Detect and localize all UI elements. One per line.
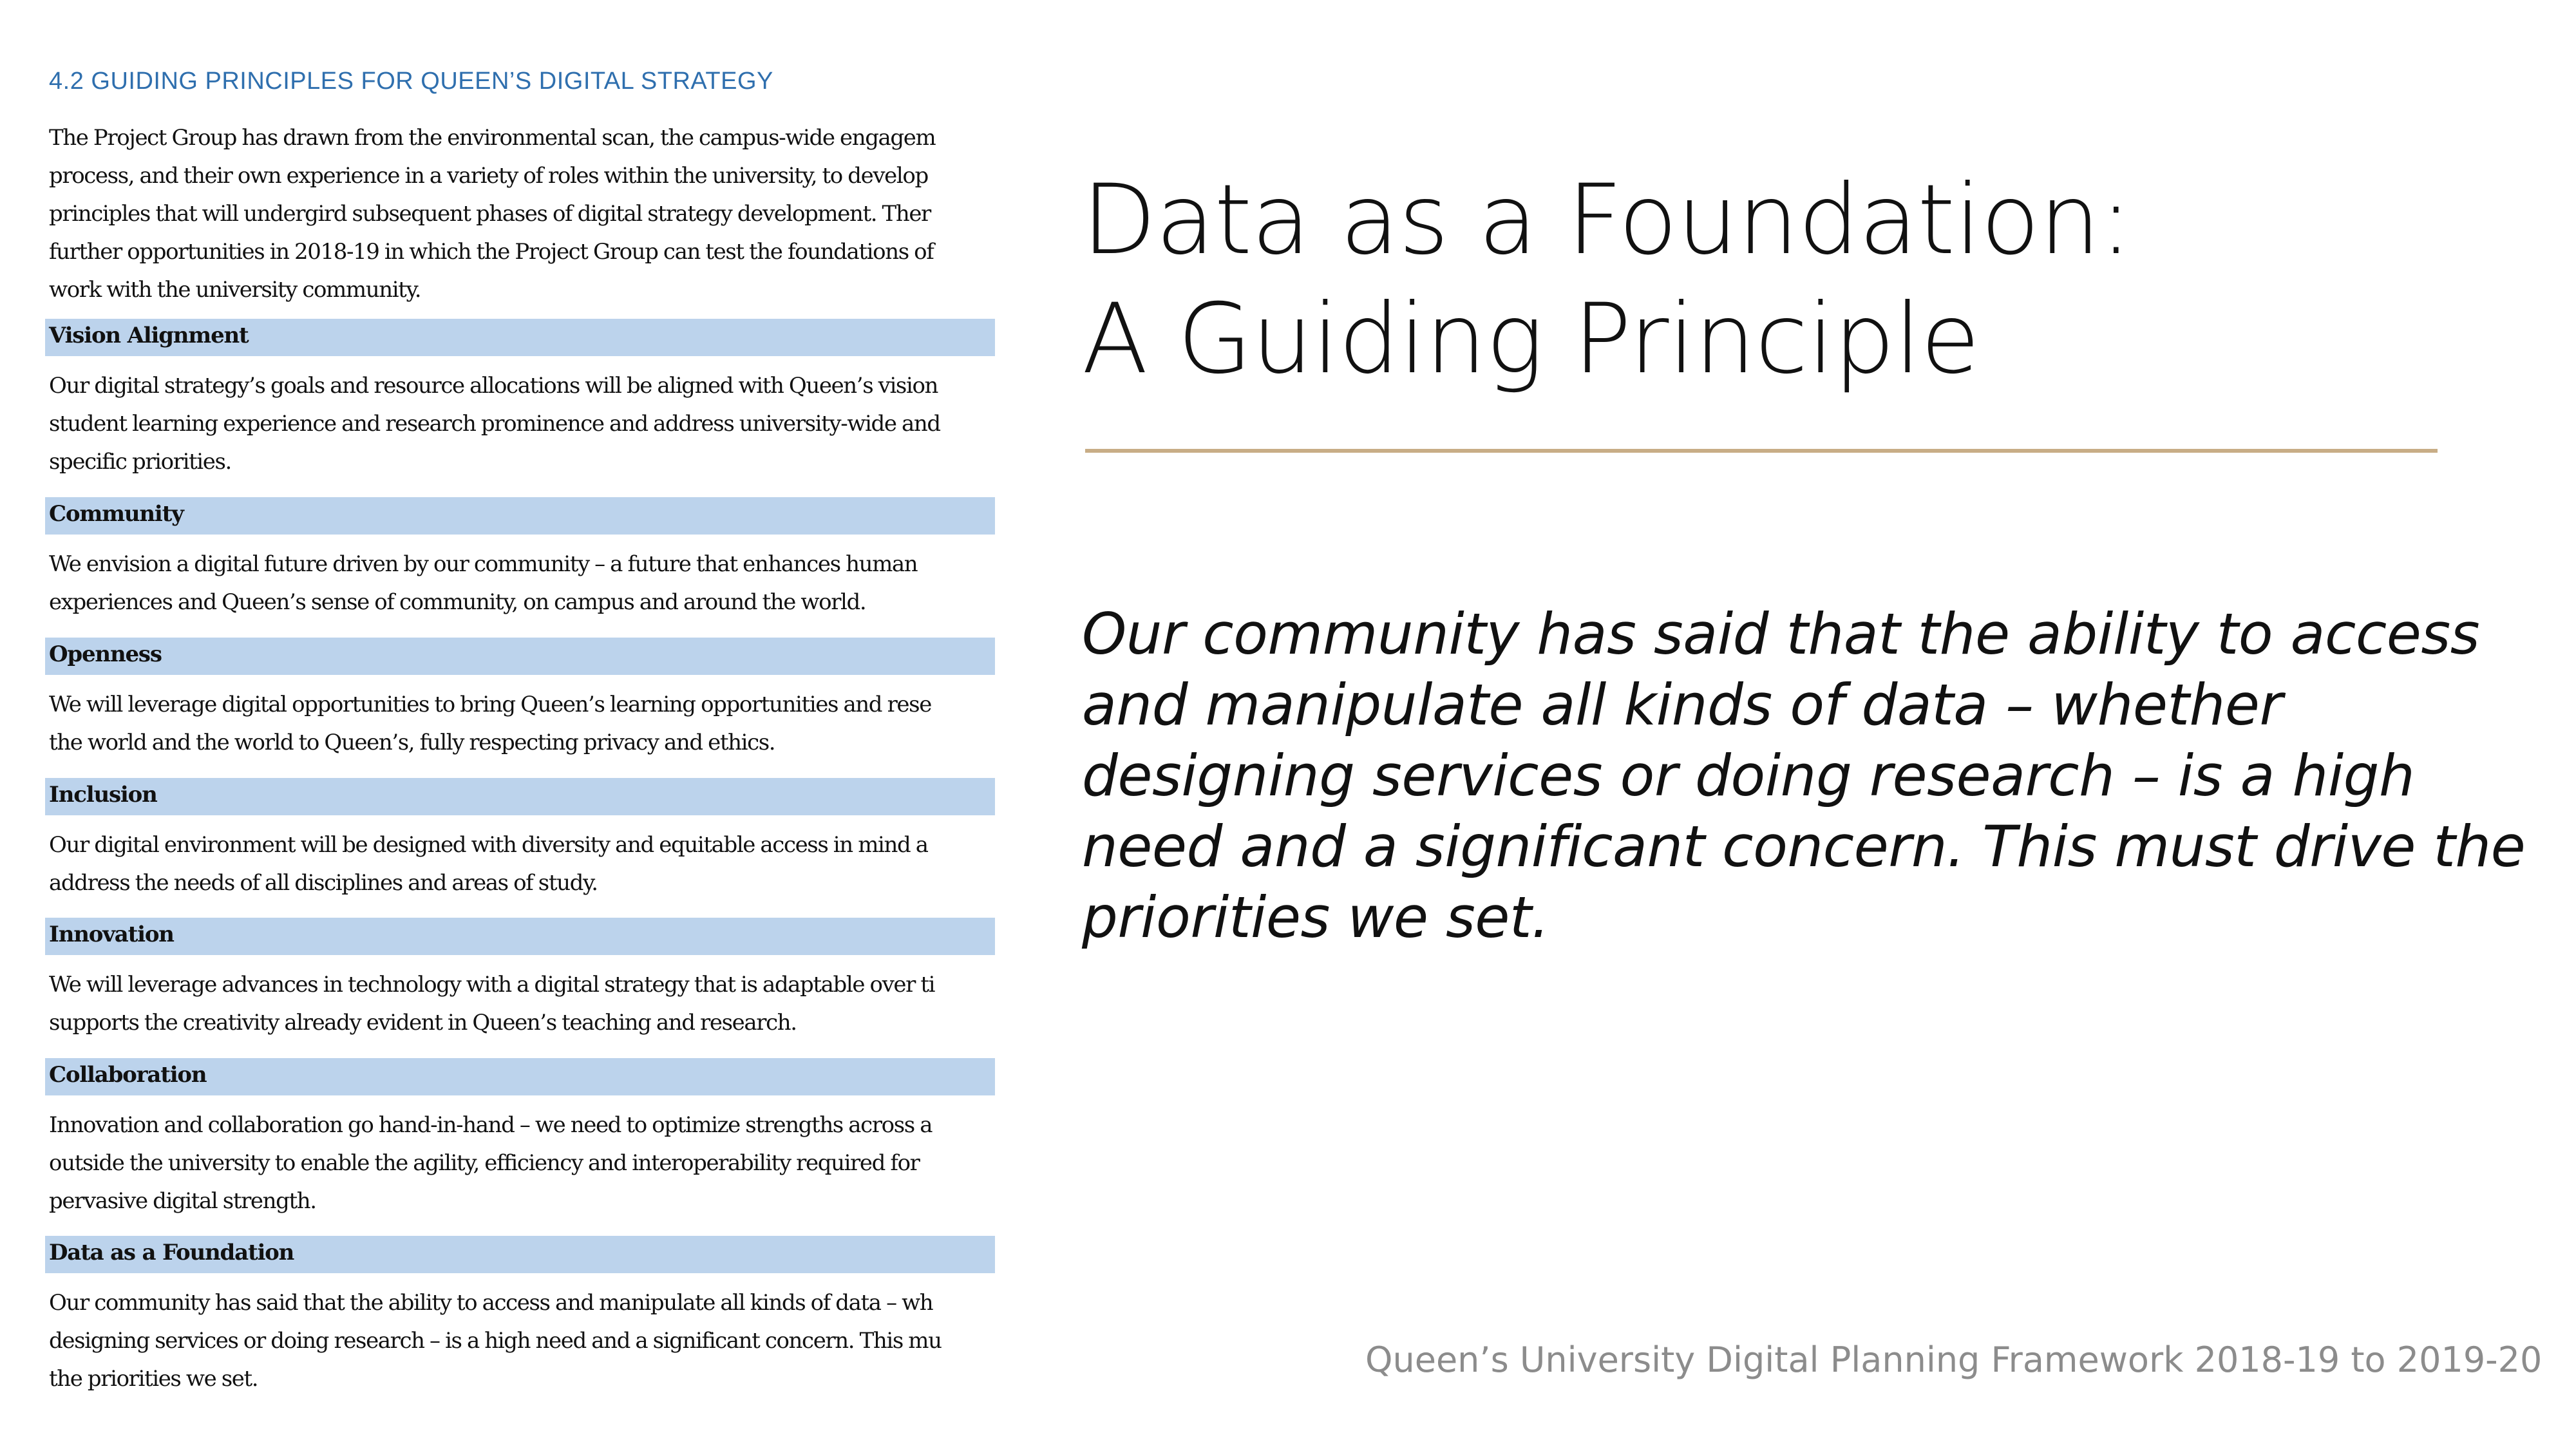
principle-heading-vision-alignment — [45, 319, 995, 356]
principle-line: experiences and Queen’s sense of community, on campus and around the world. — [49, 589, 866, 615]
principle-line: specific priorities. — [49, 449, 231, 475]
principle-heading-data-as-a-foundation — [45, 1236, 995, 1273]
slide-quote — [1082, 599, 2531, 953]
principle-line: Our community has said that the ability to access and manipulate all kinds of data – wh — [49, 1290, 933, 1316]
intro-line: work with the university community. — [49, 277, 421, 303]
quote-line: need and a significant concern. This must drive the — [1082, 813, 2526, 880]
principle-line: designing services or doing research – is a high need and a significant concern. This mu — [49, 1328, 942, 1354]
principle-line: supports the creativity already evident in Queen’s teaching and research. — [49, 1010, 797, 1036]
principle-heading-inclusion — [45, 778, 995, 815]
intro-paragraph — [49, 119, 995, 309]
intro-line: principles that will undergird subsequent phases of digital strategy development. Ther — [49, 201, 931, 227]
principle-line: We will leverage advances in technology with a digital strategy that is adaptable over ti — [49, 972, 935, 998]
document-excerpt — [45, 61, 995, 1414]
principle-heading-community — [45, 497, 995, 535]
principle-heading-label: Inclusion — [49, 782, 157, 808]
principle-text-vision-alignment — [49, 367, 995, 481]
principle-line: Our digital strategy’s goals and resource allocations will be aligned with Queen’s vision — [49, 373, 938, 399]
principle-heading-collaboration — [45, 1058, 995, 1095]
principle-line: student learning experience and research prominence and address university-wide and — [49, 411, 940, 437]
intro-line: The Project Group has drawn from the environmental scan, the campus-wide engagem — [49, 125, 936, 151]
slide-footer: Queen’s University Digital Planning Framework 2018-19 to 2019-20 — [1365, 1340, 2543, 1380]
section-title: 4.2 GUIDING PRINCIPLES FOR QUEEN’S DIGITAL STRATEGY — [49, 68, 773, 95]
principle-text-openness — [49, 686, 995, 762]
principle-line: We envision a digital future driven by our community – a future that enhances human — [49, 551, 918, 577]
principle-line: pervasive digital strength. — [49, 1188, 316, 1214]
principle-text-data-as-a-foundation — [49, 1284, 995, 1398]
principle-line: Innovation and collaboration go hand-in-hand – we need to optimize strengths across a — [49, 1112, 933, 1138]
principle-heading-label: Vision Alignment — [49, 323, 249, 348]
quote-line: priorities we set. — [1082, 884, 1549, 951]
principle-heading-label: Community — [49, 501, 184, 527]
title-divider — [1085, 449, 2438, 453]
principle-heading-label: Openness — [49, 641, 162, 667]
quote-line: and manipulate all kinds of data – whether — [1082, 672, 2283, 738]
quote-line: Our community has said that the ability to access — [1082, 601, 2480, 667]
quote-line: designing services or doing research – is a high — [1082, 743, 2415, 809]
slide-title — [1082, 161, 2531, 399]
principle-text-collaboration — [49, 1106, 995, 1220]
principle-line: address the needs of all disciplines and areas of study. — [49, 870, 598, 896]
principle-heading-innovation — [45, 918, 995, 955]
principle-heading-label: Collaboration — [49, 1062, 207, 1088]
principle-text-community — [49, 545, 995, 621]
principle-text-inclusion — [49, 826, 995, 902]
principle-heading-label: Data as a Foundation — [49, 1240, 294, 1265]
intro-line: further opportunities in 2018-19 in which the Project Group can test the foundations of — [49, 239, 934, 265]
principle-text-innovation — [49, 966, 995, 1042]
principle-line: outside the university to enable the agility, efficiency and interoperability required for — [49, 1150, 920, 1176]
principle-line: the priorities we set. — [49, 1366, 258, 1392]
principle-heading-openness — [45, 638, 995, 675]
slide-title-line: A Guiding Principle — [1082, 283, 1980, 395]
principle-heading-label: Innovation — [49, 922, 174, 947]
principle-line: the world and the world to Queen’s, fully respecting privacy and ethics. — [49, 730, 775, 755]
principle-line: Our digital environment will be designed with diversity and equitable access in mind a — [49, 832, 928, 858]
intro-line: process, and their own experience in a variety of roles within the university, to develop — [49, 163, 928, 189]
principle-line: We will leverage digital opportunities to bring Queen’s learning opportunities and rese — [49, 692, 931, 717]
slide-title-line: Data as a Foundation: — [1082, 164, 2132, 276]
